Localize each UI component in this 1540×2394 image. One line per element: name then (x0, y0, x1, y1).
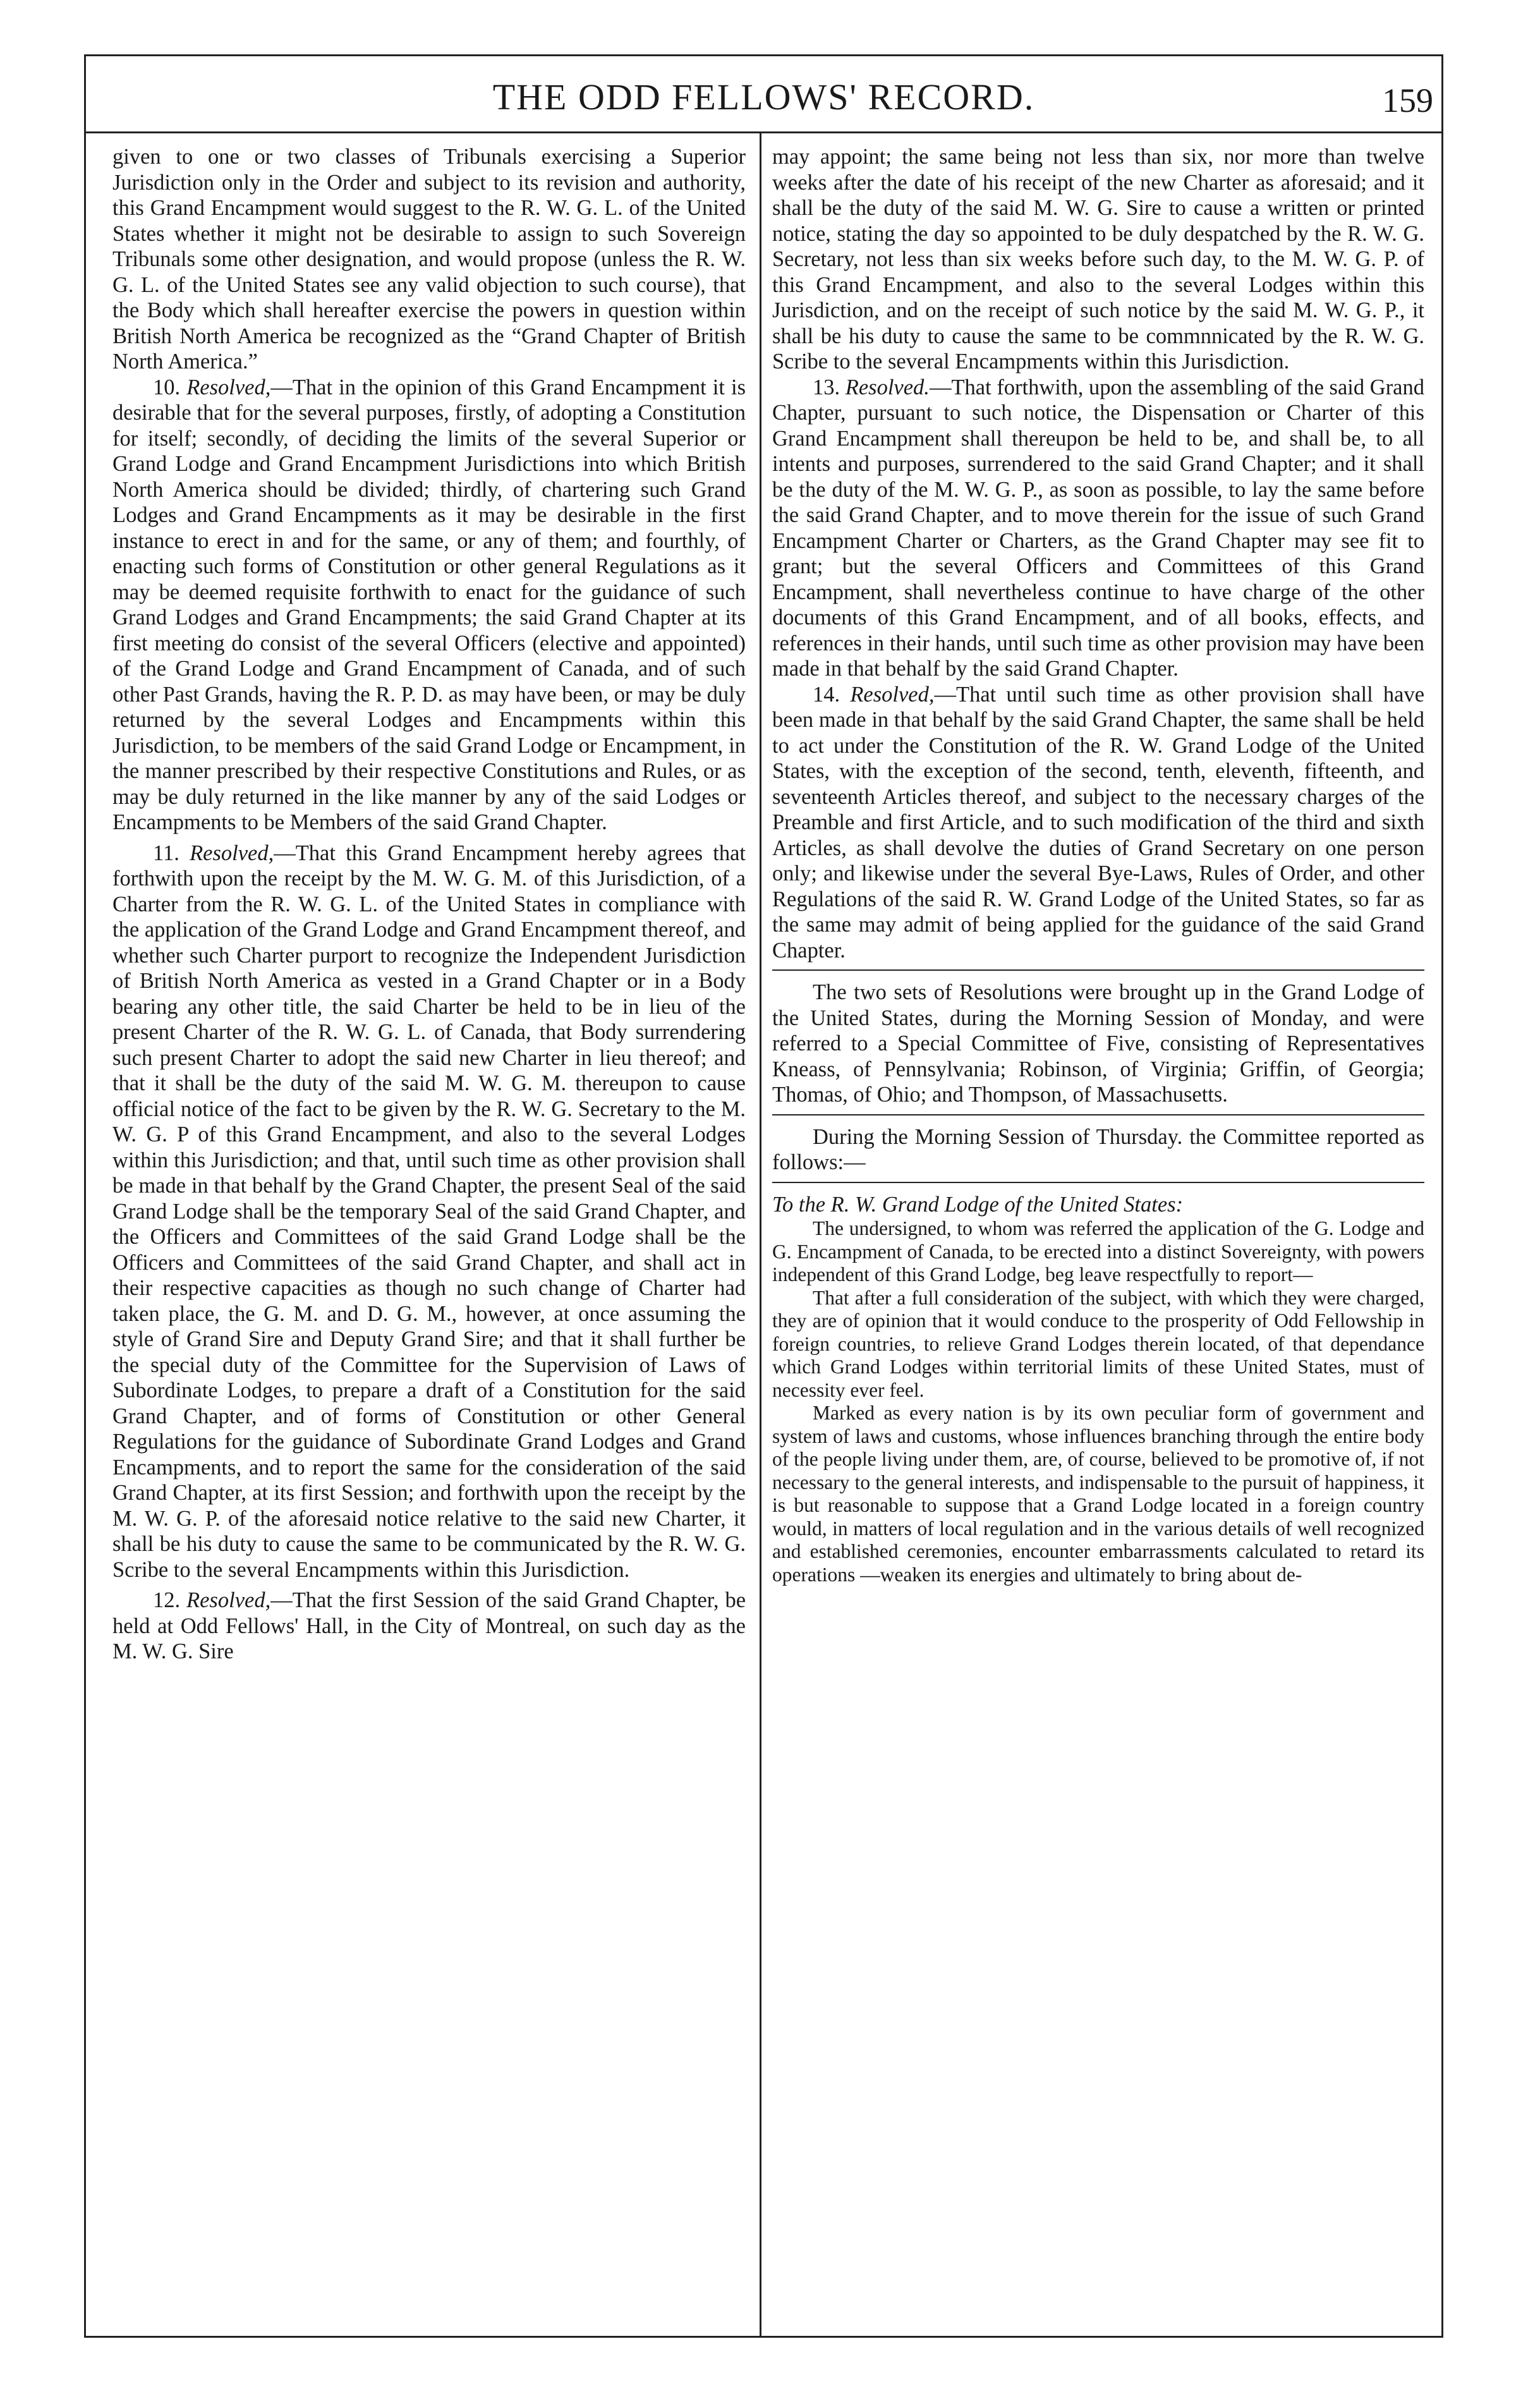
resolution-number: 12. (153, 1588, 181, 1612)
running-head: THE ODD FELLOWS' RECORD. (492, 76, 1035, 118)
section-rule (772, 1182, 1424, 1183)
resolution-13 (772, 375, 1424, 682)
resolution-10 (112, 375, 746, 835)
section-rule (772, 969, 1424, 971)
resolution-11 (112, 841, 746, 1583)
resolution-14 (772, 682, 1424, 964)
right-column (772, 144, 1424, 1586)
resolution-number: 13. (813, 375, 840, 399)
resolved-label: Resolved, (850, 682, 935, 707)
resolution-text: —That this Grand Encampment hereby agrees that forthwith upon the receipt by the M. W. G. M. of this Jurisdiction, of a Charter from the R. W. G. L. of the United States in compliance with the application of the Grand Lodge and Grand Encampment thereof, and whether such Charter purport to recognize the Independent Jurisdiction of British North America as vested in a Grand Chapter or in a Body bearing any other title, the said Charter be held to be in lieu of the present Charter of the R. W. G. L. of Canada, that Body surrendering such present Charter to adopt the said new Charter in lieu thereof; and that it shall be the duty of the said M. W. G. M. thereupon to cause official notice of the fact to be given by the R. W. G. Secretary to the M. W. G. P of this Grand Encampment, and also to the several Lodges within this Jurisdiction; and that, until such time as other provision shall be made in that behalf by the Grand Chapter, the present Seal of the said Grand Lodge shall be the temporary Seal of the said Grand Chapter, and the Officers and Committees of the said Grand Lodge shall be the Officers and Committees of the said Grand Chapter, and shall act in their respective capacities as though no such change of Charter had taken place, the G. M. and D. G. M., however, at once assuming the style of Grand Sire and Deputy Grand Sire; and that it shall further be the special duty of the Committee for the Supervision of Laws of Subordinate Lodges, to prepare a draft of a Constitution for the said Grand Chapter, and of forms of Constitution or other General Regulations for the guidance of Subordinate Grand Lodges and Grand Encampments, and to report the same for the consideration of the said Grand Chapter, at its first Session; and forthwith upon the receipt by the M. W. G. P. of the aforesaid notice relative to the said new Charter, it shall be his duty to cause the same to be communicated by the R. W. G. Scribe to the several Encampments within this Jurisdiction. (112, 841, 746, 1582)
column-divider (760, 133, 761, 2336)
resolution-text: —That in the opinion of this Grand Encampment it is desirable that for the several purposes, firstly, of adopting a Constitution for itself; secondly, of deciding the limits of the several Superior or Grand Lodge and Grand Encampment Jurisdictions into which British North America should be divided; thirdly, of chartering such Grand Lodges and Grand Encampments as it may be desirable in the first instance to erect in and for the same, or any of them; and fourthly, of enacting such forms of Constitution or other general Regulations as it may be deemed requisite forthwith to enact for the guidance of such Grand Lodges and Grand Encampments; the said Grand Chapter at its first meeting do consist of the several Officers (elective and appointed) of the Grand Lodge and Grand Encampment of Canada, and of such other Past Grands, having the R. P. D. as may have been, or may be duly returned by the several Lodges and Encampments within this Jurisdiction, to be members of the said Grand Lodge or Encampment, in the manner prescribed by their respective Constitutions and Rules, or as may be duly returned in the like manner by any of the said Lodges or Encampments to be Members of the said Grand Chapter. (112, 375, 746, 834)
paragraph-continued: given to one or two classes of Tribunals exercising a Superior Jurisdiction only in the Order and subject to its revision and authority, this Grand Encampment would suggest to the R. W. G. L. of the United States whether it might not be desirable to assign to such Sovereign Tribunals some other designation, and would propose (unless the R. W. G. L. of the United States see any valid objection to such course), that the Body which shall hereafter exercise the powers in question within British North America be recognized as the “Grand Chapter of British North America.” (112, 145, 746, 374)
report-text-1: The undersigned, to whom was referred the application of the G. Lodge and G. Encampment of Canada, to be erected into a distinct Sovereignty, with powers independent of this Grand Lodge, beg leave respectfully to report— (772, 1217, 1424, 1285)
paragraph-continued: may appoint; the same being not less than six, nor more than twelve weeks after the date of his receipt of the new Charter as aforesaid; and it shall be the duty of the said M. W. G. Sire to cause a written or printed notice, stating the day so appointed to be duly despatched by the R. W. G. Secretary, not less than six weeks before such day, to the M. W. G. P. of this Grand Encampment, and also to the several Lodges within this Jurisdiction, and on the receipt of such notice by the said M. W. G. P., it shall be his duty to cause the same to be commnnicated by the R. W. G. Scribe to the several Encampments within this Jurisdiction. (772, 145, 1424, 374)
committee-paragraph: During the Morning Session of Thursday. the Committee reported as follows:— (772, 1124, 1424, 1174)
report-address: To the R. W. Grand Lodge of the United States: (772, 1192, 1184, 1217)
bottom-rule (84, 2336, 1443, 2338)
resolution-text: —That forthwith, upon the assembling of the said Grand Chapter, pursuant to such notice, the Dispensation or Charter of this Grand Encampment shall thereupon be held to be, and shall be, to all intents and purposes, surrendered to the said Grand Chapter; and it shall be the duty of the M. W. G. P., as soon as possible, to lay the same before the said Grand Chapter, and to move therein for the issue of such Grand Encampment Charter or Charters, as the Grand Chapter may see fit to grant; but the several Officers and Committees of this Grand Encampment, shall nevertheless continue to have charge of the other documents of this Grand Encampment, and of all books, effects, and references in their hands, until such time as other provision may have been made in that behalf by the said Grand Chapter. (772, 375, 1424, 681)
resolved-label: Resolved. (845, 375, 930, 399)
resolution-12 (112, 1588, 746, 1665)
header-rule (84, 131, 1443, 133)
section-rule (772, 1114, 1424, 1115)
resolved-label: Resolved, (186, 375, 271, 399)
resolution-text: —That until such time as other provision shall have been made in that behalf by the said Grand Chapter, the same shall be held to act under the Constitution of the R. W. Grand Lodge of the United States, with the exception of the second, tenth, eleventh, fifteenth, and seventeenth Articles thereof, and subject to the necessary charges of the Preamble and first Article, and to such modification of the third and sixth Articles, as shall devolve the duties of Grand Secretary on one person only; and likewise under the several Bye-Laws, Rules of Order, and other Regulations of the said R. W. Grand Lodge of the United States, so far as the same may admit of being applied for the guidance of the said Grand Chapter. (772, 682, 1425, 963)
left-column (112, 144, 746, 1665)
resolution-text: —That the first Session of the said Grand Chapter, be held at Odd Fellows' Hall, in the City of Montreal, on such day as the M. W. G. Sire (112, 1588, 746, 1663)
report-paragraph: The two sets of Resolutions were brought up in the Grand Lodge of the United States, during the Morning Session of Monday, and were referred to a Special Committee of Five, consisting of Representatives Kneass, of Pennsylvania; Robinson, of Virginia; Griffin, of Georgia; Thomas, of Ohio; and Thompson, of Massachusetts. (772, 980, 1424, 1107)
report-text-2: That after a full consideration of the subject, with which they were charged, they are of opinion that it would conduce to the prosperity of Odd Fellowship in foreign countries, to relieve Grand Lodges therein located, of that dependance which Grand Lodges within territorial limits of these United States, must of necessity ever feel. (772, 1286, 1424, 1401)
resolved-label: Resolved, (190, 841, 274, 865)
resolution-number: 10. (153, 375, 181, 399)
report-text-3: Marked as every nation is by its own peculiar form of government and system of laws and customs, whose influences branching through the entire body of the people living under them, are, of course, believed to be promotive of, if not necessary to the general interests, and indispensable to the pursuit of happiness, it is but reasonable to suppose that a Grand Lodge located in a foreign country would, in matters of local regulation and in the various details of well recognized and established ceremonies, encounter embarrassments calculated to retard its operations —weaken its energies and ultimately to bring about de- (772, 1402, 1424, 1586)
resolution-number: 11. (153, 841, 179, 865)
page-number: 159 (1382, 82, 1433, 119)
resolved-label: Resolved, (186, 1588, 271, 1612)
resolution-number: 14. (813, 682, 840, 707)
